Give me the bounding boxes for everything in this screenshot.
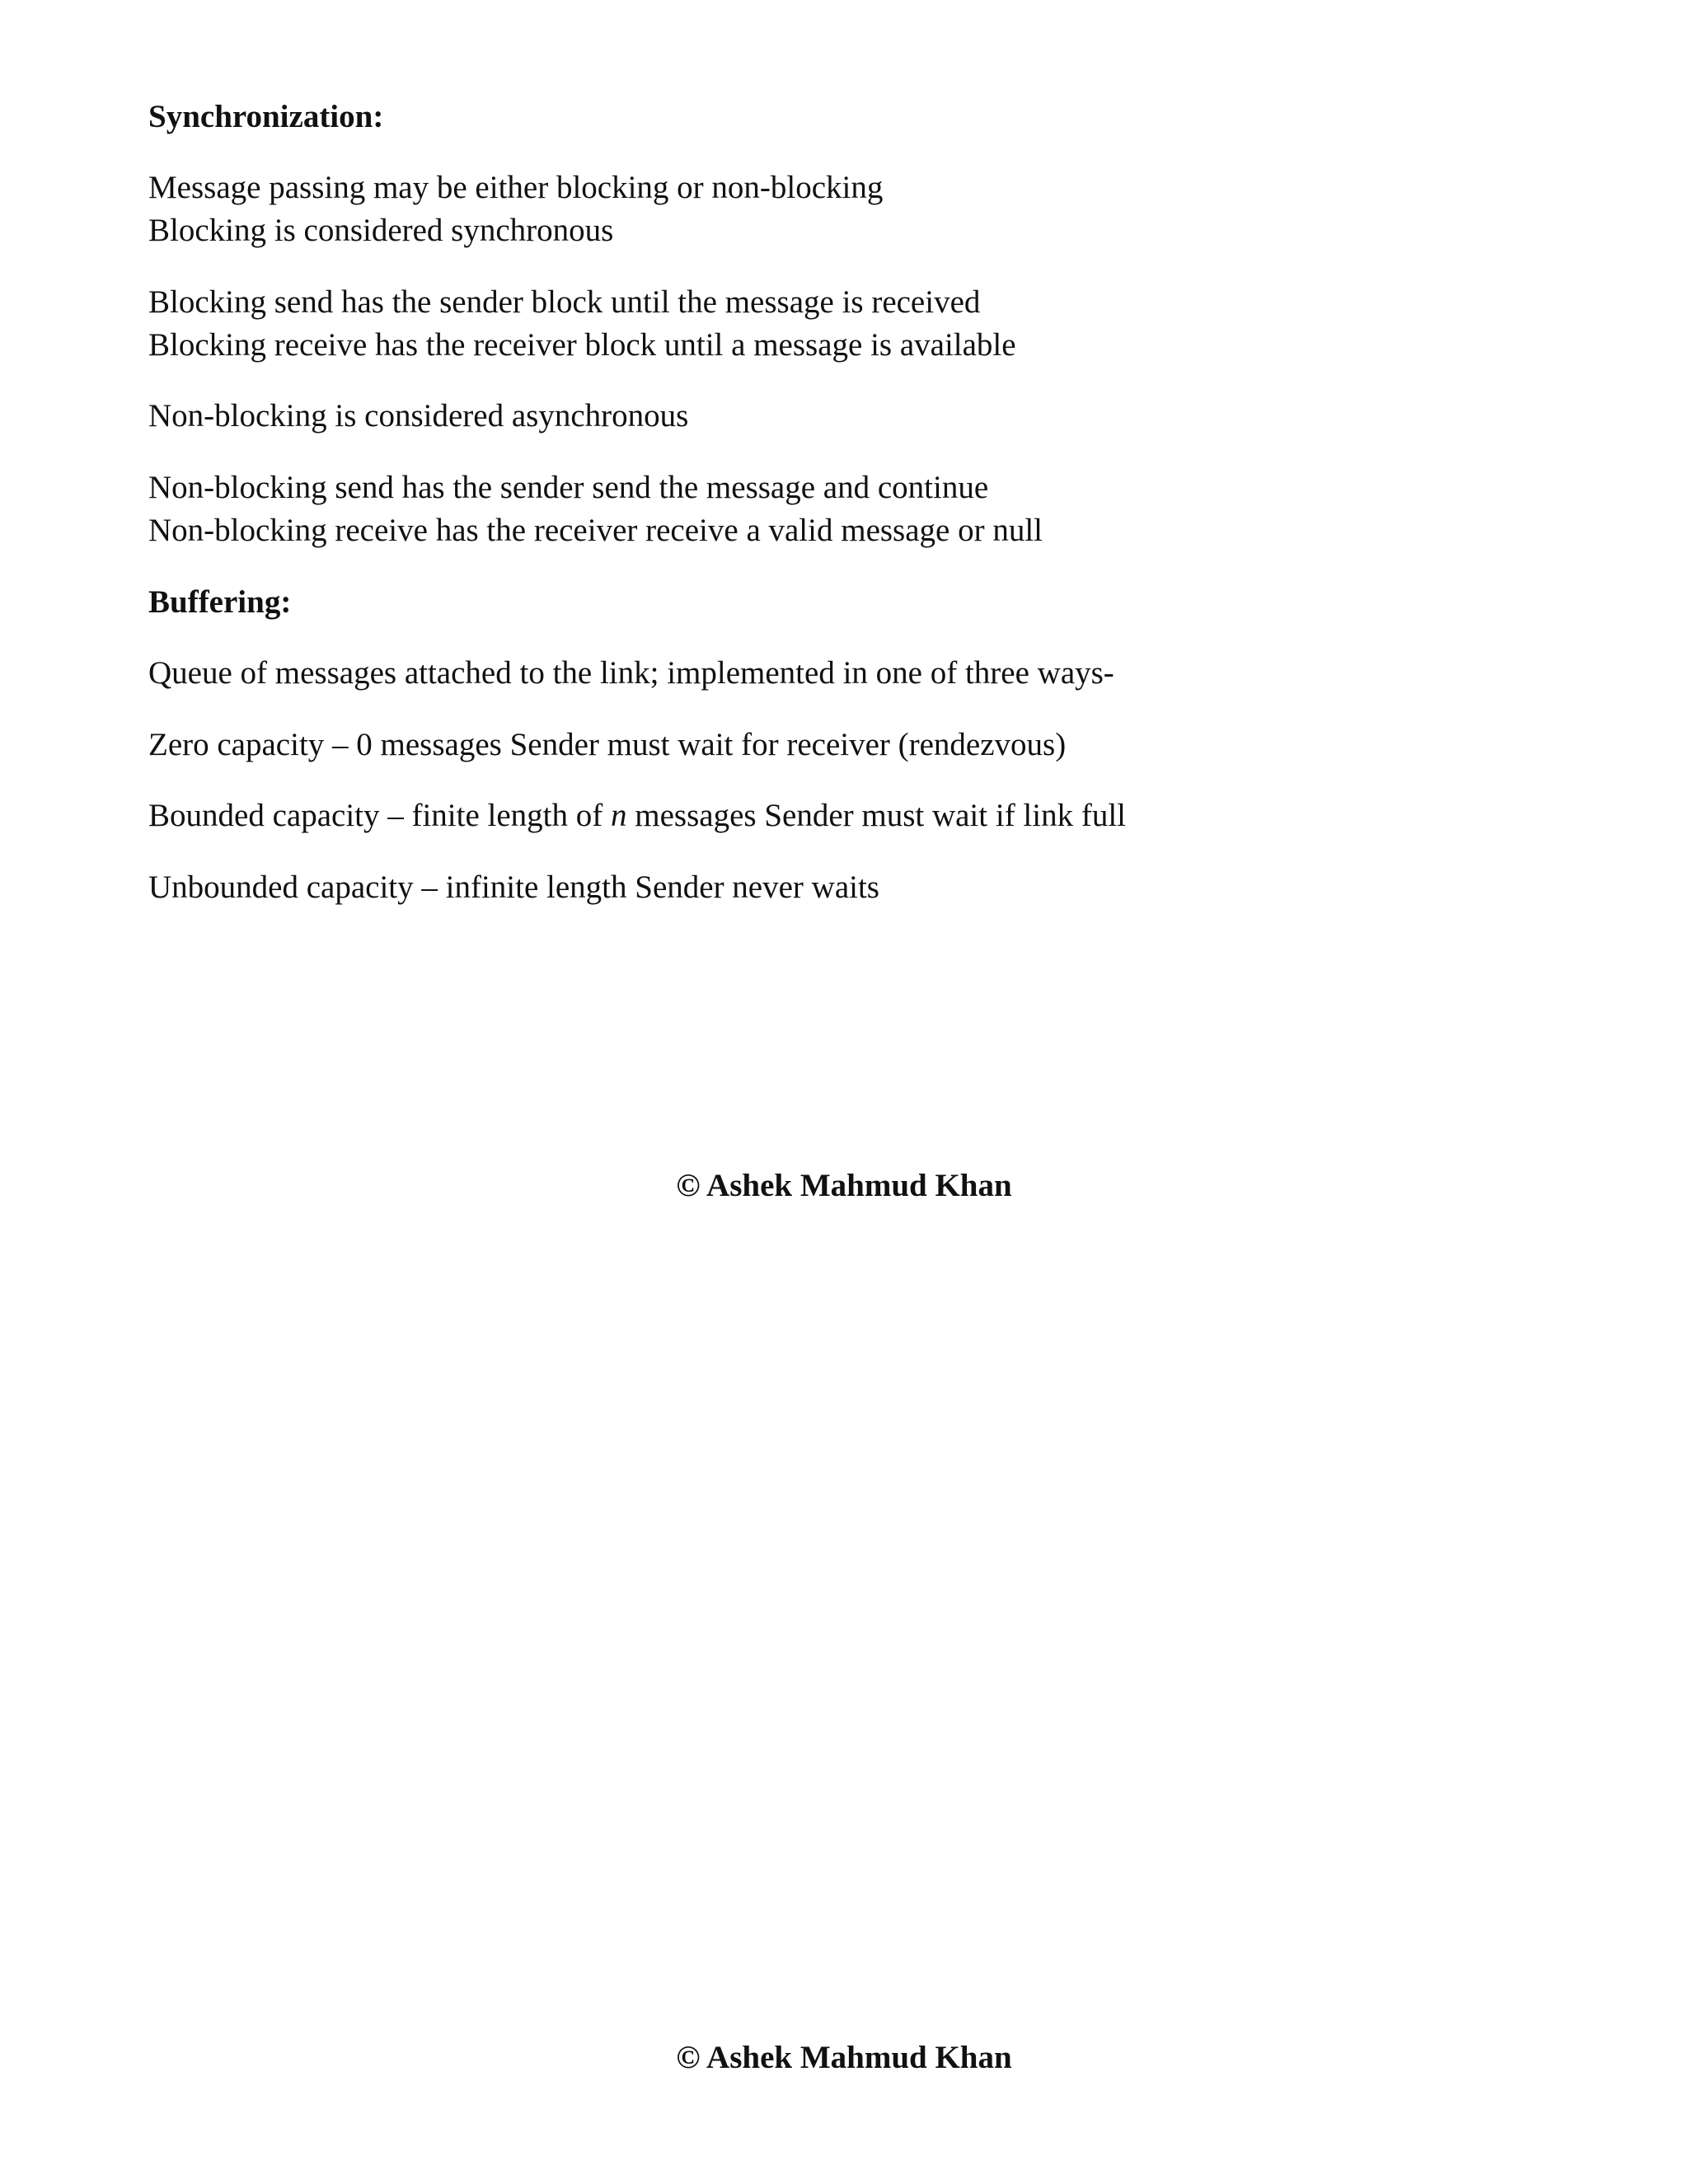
sync-paragraph-1-line-1: Message passing may be either blocking or non-blocking bbox=[148, 170, 884, 205]
unbounded-capacity-line: Unbounded capacity – infinite length Sender never waits bbox=[148, 869, 879, 905]
sync-paragraph-4-line-1: Non-blocking send has the sender send the message and continue bbox=[148, 470, 989, 505]
sync-paragraph-2-line-1: Blocking send has the sender block until the message is received bbox=[148, 284, 981, 320]
sync-paragraph-4-line-2: Non-blocking receive has the receiver receive a valid message or null bbox=[148, 513, 1043, 548]
bounded-capacity-line bbox=[148, 796, 1126, 836]
copyright-notice-2: © Ashek Mahmud Khan bbox=[676, 2040, 1012, 2075]
bounded-capacity-text-start: Bounded capacity – finite length of bbox=[148, 798, 612, 833]
buffering-heading: Buffering: bbox=[148, 584, 292, 620]
bounded-capacity-n: n bbox=[611, 798, 627, 833]
zero-capacity-line: Zero capacity – 0 messages Sender must wait for receiver (rendezvous) bbox=[148, 727, 1067, 762]
sync-paragraph-3: Non-blocking is considered asynchronous bbox=[148, 398, 689, 434]
sync-paragraph-2-line-2: Blocking receive has the receiver block until a message is available bbox=[148, 327, 1016, 363]
synchronization-heading: Synchronization: bbox=[148, 99, 384, 134]
buffering-intro: Queue of messages attached to the link; implemented in one of three ways- bbox=[148, 655, 1114, 691]
copyright-notice-1: © Ashek Mahmud Khan bbox=[676, 1168, 1012, 1203]
sync-paragraph-1-line-2: Blocking is considered synchronous bbox=[148, 213, 614, 248]
bounded-capacity-text-end: messages Sender must wait if link full bbox=[626, 798, 1127, 833]
